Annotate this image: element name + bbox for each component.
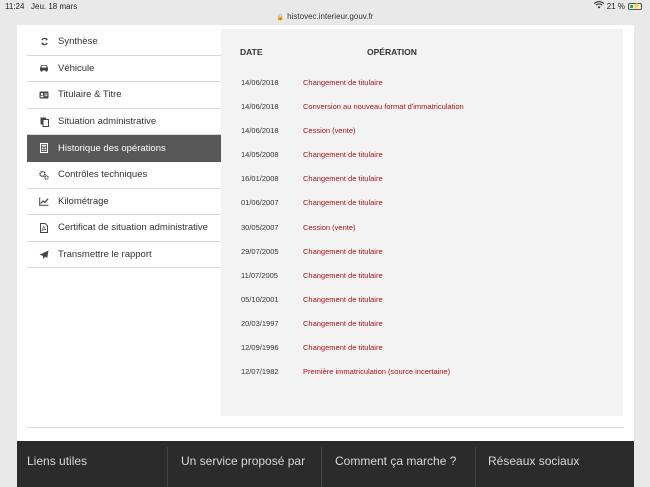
row-operation: Changement de titulaire [303, 343, 383, 353]
row-operation: Changement de titulaire [303, 318, 383, 328]
footer-how-it-works-heading[interactable]: Comment ça marche ? [335, 454, 457, 468]
row-date: 14/06/2018 [241, 78, 279, 87]
row-operation: Changement de titulaire [303, 294, 383, 304]
sidebar-item-label: Véhicule [58, 62, 95, 74]
footer-separator [167, 447, 168, 487]
sidebar-item-synthese[interactable] [27, 29, 221, 56]
row-date: 16/01/2008 [241, 174, 279, 184]
gears-icon [39, 170, 49, 180]
sidebar-item-vehicule[interactable] [27, 56, 221, 83]
table-row [221, 126, 623, 150]
lock-icon: 🔒 [276, 15, 285, 21]
sidebar-item-controles[interactable] [27, 162, 221, 189]
sidebar-item-situation[interactable] [27, 109, 221, 136]
row-operation: Cession (vente) [303, 126, 356, 136]
row-date: 30/05/2007 [241, 222, 279, 232]
sidebar-item-titulaire[interactable] [27, 82, 221, 109]
car-icon [39, 63, 49, 73]
table-row [221, 295, 623, 319]
row-operation: Changement de titulaire [303, 150, 383, 160]
sidebar-item-label: Synthèse [58, 36, 98, 48]
column-header-operation: OPÉRATION [367, 47, 417, 57]
row-date: 12/07/1982 [241, 367, 279, 377]
row-operation: Changement de titulaire [303, 246, 383, 256]
footer-links-heading[interactable]: Liens utiles [27, 454, 88, 468]
operations-table [221, 78, 623, 391]
status-right [594, 1, 642, 11]
sidebar-item-kilometrage[interactable] [27, 189, 221, 216]
row-operation: Changement de titulaire [303, 270, 383, 280]
url-text: histovec.interieur.gouv.fr [287, 12, 374, 21]
page-divider [27, 427, 624, 428]
row-operation: Changement de titulaire [303, 174, 383, 184]
line-chart-icon [39, 196, 49, 206]
operations-panel [221, 29, 623, 416]
table-row [221, 150, 623, 174]
sidebar-item-label: Certificat de situation administrative [58, 222, 208, 234]
sidebar-item-certificat[interactable] [27, 215, 221, 242]
row-date: 11/07/2005 [241, 270, 278, 280]
battery-icon: ⚡ [628, 3, 642, 10]
table-row [221, 102, 623, 126]
sidebar-item-label: Historique des opérations [58, 142, 166, 154]
documents-icon [39, 117, 49, 127]
table-row [221, 343, 623, 367]
row-operation: Conversion au nouveau format d'immatriculation [303, 102, 464, 112]
sidebar-item-label: Transmettre le rapport [58, 249, 152, 261]
footer-separator [475, 447, 476, 487]
pdf-file-icon [39, 223, 49, 233]
sidebar-item-label: Situation administrative [58, 116, 157, 128]
footer-service-heading[interactable]: Un service proposé par [181, 454, 306, 468]
row-operation: Cession (vente) [303, 222, 356, 232]
row-date: 12/09/1996 [241, 343, 279, 353]
paper-plane-icon [39, 250, 49, 260]
sidebar-item-label: Kilométrage [58, 195, 109, 207]
table-row [221, 174, 623, 198]
sidebar-nav [27, 29, 221, 268]
status-date: Jeu. 18 mars [31, 2, 78, 11]
id-card-icon [39, 90, 49, 100]
table-row [221, 367, 623, 391]
row-date: 05/10/2001 [241, 294, 279, 304]
table-row [221, 271, 623, 295]
footer-social-heading[interactable]: Réseaux sociaux [488, 454, 580, 468]
site-footer [17, 441, 634, 487]
row-date: 01/06/2007 [241, 198, 279, 208]
row-date: 20/03/1997 [241, 318, 279, 328]
row-operation: Changement de titulaire [303, 78, 383, 87]
sidebar-item-label: Contrôles techniques [58, 169, 148, 181]
row-date: 14/06/2018 [241, 126, 279, 136]
table-header [221, 47, 623, 61]
table-row [221, 247, 623, 271]
status-bar [0, 0, 650, 12]
battery-percent: 21 % [606, 1, 625, 11]
row-date: 29/07/2005 [241, 246, 279, 256]
report-page [17, 25, 634, 441]
row-operation: Première immatriculation (source incertaine) [303, 367, 451, 377]
footer-separator [321, 447, 322, 487]
calculator-icon [39, 143, 49, 153]
table-row [221, 223, 623, 247]
wifi-icon [594, 1, 604, 11]
column-header-date: DATE [240, 47, 263, 57]
address-bar[interactable] [0, 12, 650, 21]
table-row [221, 78, 623, 102]
sidebar-item-label: Titulaire & Titre [58, 89, 122, 101]
row-operation: Changement de titulaire [303, 198, 383, 208]
row-date: 14/05/2008 [241, 150, 279, 160]
table-row [221, 319, 623, 343]
sync-icon [39, 37, 49, 47]
sidebar-item-transmettre[interactable] [27, 242, 221, 269]
row-date: 14/06/2018 [241, 102, 279, 112]
status-time: 11:24 [5, 2, 25, 11]
table-row [221, 198, 623, 222]
sidebar-item-historique[interactable] [27, 135, 221, 162]
